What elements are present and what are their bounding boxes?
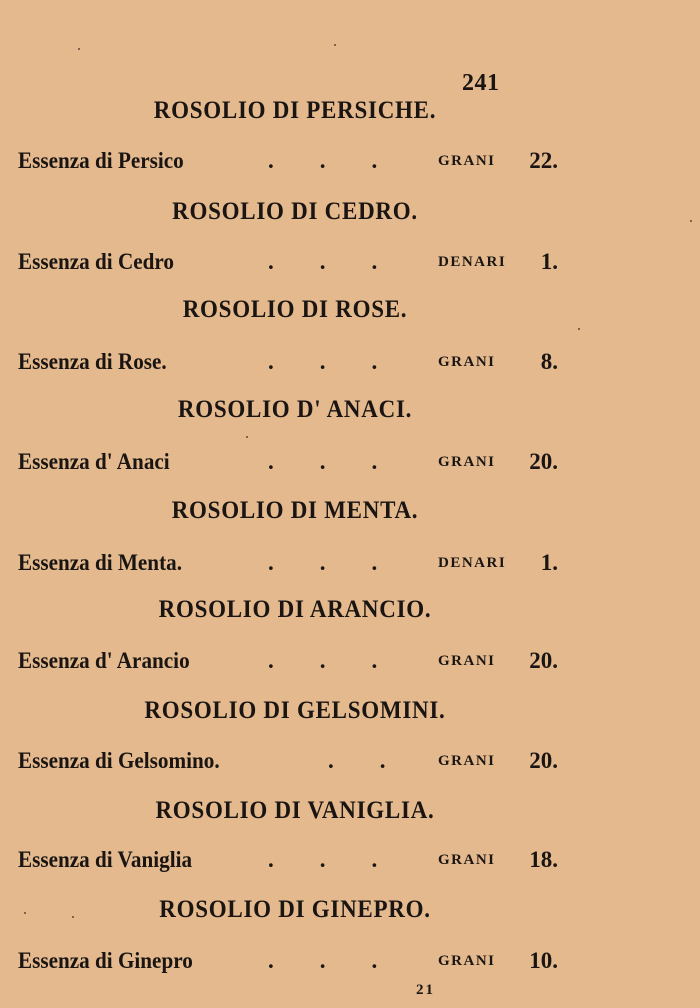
ingredient-name: Essenza di Vaniglia [18,847,193,872]
dot-leaders: ... [268,449,424,474]
unit-label: GRANI [438,153,496,169]
dot-leaders: ... [268,349,424,374]
recipe-title: ROSOLIO DI MENTA. [171,497,419,524]
dot-leaders: ... [268,648,424,673]
ingredient-name: Essenza di Ginepro [18,948,193,973]
paper-speck [24,912,26,914]
recipe-title: ROSOLIO DI PERSICHE. [153,97,437,124]
recipe-title: ROSOLIO DI ARANCIO. [158,596,432,623]
page-number: 241 [462,70,500,96]
ingredient-line [18,948,558,978]
recipe-title: ROSOLIO DI VANIGLIA. [155,797,435,824]
unit-label: DENARI [438,555,507,571]
ingredient-line [18,748,558,778]
paper-speck [578,328,580,330]
recipe-title: ROSOLIO DI GELSOMINI. [144,697,446,724]
paper-speck [690,220,692,222]
dot-leaders: ... [268,948,424,973]
amount-value: 1. [540,550,558,575]
ingredient-line [18,449,558,479]
dot-leaders: ... [268,148,424,173]
unit-label: GRANI [438,852,496,868]
ingredient-line [18,550,558,580]
paper-speck [78,48,80,50]
dot-leaders: ... [268,847,424,872]
ingredient-line [18,349,558,379]
printer-signature-mark: 21 [416,982,435,998]
amount-value: 22. [529,148,558,173]
amount-value: 1. [540,249,558,274]
amount-value: 20. [529,748,558,773]
paper-speck [334,44,336,46]
ingredient-name: Essenza d' Anaci [18,449,170,474]
ingredient-line [18,249,558,279]
paper-speck [72,916,74,918]
ingredient-name: Essenza di Gelsomino. [18,748,220,773]
ingredient-name: Essenza di Cedro [18,249,174,274]
dot-leaders: .. [328,748,432,773]
paper-speck [246,436,248,438]
recipe-title: ROSOLIO D' ANACI. [177,396,413,423]
recipe-title: ROSOLIO DI CEDRO. [172,198,418,225]
ingredient-line [18,847,558,877]
amount-value: 18. [529,847,558,872]
ingredient-line [18,648,558,678]
amount-value: 20. [529,648,558,673]
recipe-title: ROSOLIO DI GINEPRO. [159,896,431,923]
unit-label: GRANI [438,753,496,769]
amount-value: 10. [529,948,558,973]
unit-label: GRANI [438,454,496,470]
unit-label: DENARI [438,254,507,270]
dot-leaders: ... [268,249,424,274]
ingredient-line [18,148,558,178]
unit-label: GRANI [438,953,496,969]
ingredient-name: Essenza d' Arancio [18,648,190,673]
recipe-title: ROSOLIO DI ROSE. [182,296,408,323]
dot-leaders: ... [268,550,424,575]
amount-value: 8. [540,349,558,374]
amount-value: 20. [529,449,558,474]
ingredient-name: Essenza di Menta. [18,550,182,575]
unit-label: GRANI [438,653,496,669]
unit-label: GRANI [438,354,496,370]
ingredient-name: Essenza di Rose. [18,349,167,374]
ingredient-name: Essenza di Persico [18,148,184,173]
